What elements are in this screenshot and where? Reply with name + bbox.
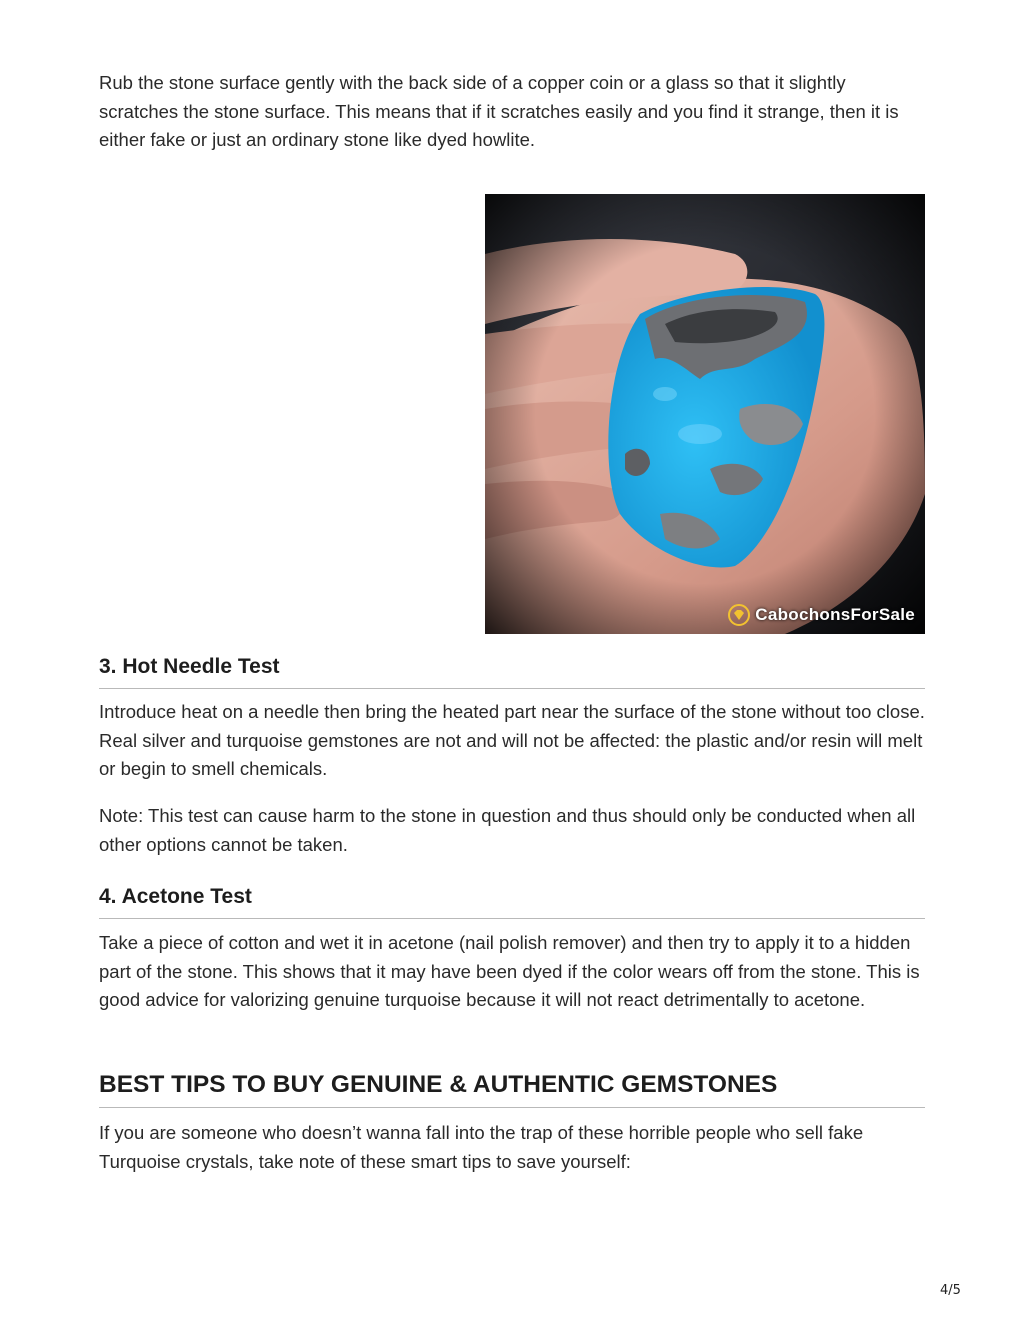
diamond-logo-icon [728,604,750,626]
section-divider [99,688,925,689]
section-divider [99,918,925,919]
hot-needle-heading: 3. Hot Needle Test [99,655,280,678]
hot-needle-paragraph: Introduce heat on a needle then bring the heated part near the surface of the stone without too close. Real silver and turquoise gemstones are not and will not be affected: the plastic and/or resin will melt or begin to smell chemicals. [99,701,925,779]
watermark-text: CabochonsForSale [755,605,915,624]
tips-paragraph: If you are someone who doesn’t wanna fall into the trap of these horrible people who sell fake Turquoise crystals, take note of these smart tips to save yourself: [99,1122,864,1172]
acetone-heading: 4. Acetone Test [99,885,252,908]
section-divider [99,1107,925,1108]
intro-paragraph: Rub the stone surface gently with the back side of a copper coin or a glass so that it slightly scratches the stone surface. This means that if it scratches easily and you find it strange, then it is either fake or just an ordinary stone like dyed howlite. [99,72,899,150]
page-number: 4/5 [940,1283,961,1298]
image-watermark [728,604,915,626]
turquoise-stone-photo [485,194,925,634]
tips-heading: BEST TIPS TO BUY GENUINE & AUTHENTIC GEMSTONES [99,1071,778,1098]
hand-holding-turquoise-illustration [485,194,925,634]
hot-needle-note: Note: This test can cause harm to the stone in question and thus should only be conducted when all other options cannot be taken. [99,805,916,855]
acetone-paragraph: Take a piece of cotton and wet it in acetone (nail polish remover) and then try to apply it to a hidden part of the stone. This shows that it may have been dyed if the color wears off from the stone. This is good advice for valorizing genuine turquoise because it will not react detrimentally to acetone. [99,932,920,1010]
